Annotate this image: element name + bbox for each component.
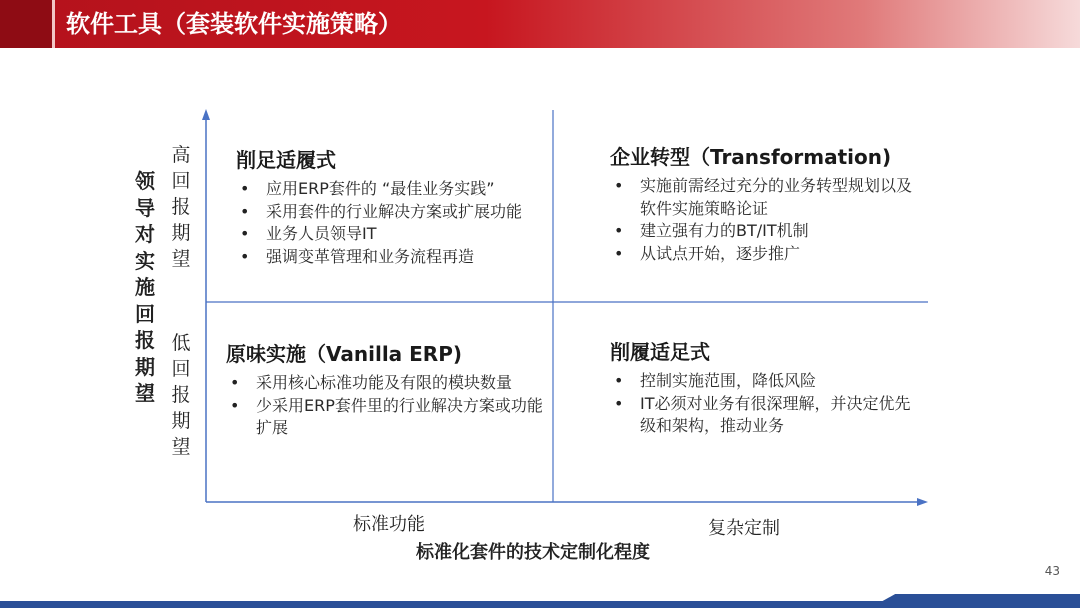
bullet-item: • 少采用ERP套件里的行业解决方案或功能扩展 bbox=[226, 395, 544, 440]
footer-bar bbox=[0, 601, 1080, 608]
quadrant-bottom-right bbox=[610, 338, 920, 438]
y-axis-title-char: 报 bbox=[135, 328, 155, 352]
bullet-item: • IT必须对业务有很深理解，并决定优先级和架构，推动业务 bbox=[610, 393, 920, 438]
quadrant-top-left bbox=[236, 146, 548, 268]
bullet-item: • 业务人员领导IT bbox=[236, 223, 548, 246]
slide-title: 软件工具（套装软件实施策略） bbox=[66, 10, 402, 38]
y-axis-high-char: 望 bbox=[171, 248, 191, 270]
y-axis-low-char: 报 bbox=[171, 384, 191, 406]
bullet-item: • 强调变革管理和业务流程再造 bbox=[236, 246, 548, 269]
bullet-item: • 采用核心标准功能及有限的模块数量 bbox=[226, 372, 544, 395]
quadrant-bullet-list bbox=[610, 370, 920, 438]
y-axis-title-char: 实 bbox=[135, 248, 155, 273]
x-axis-left-label: 标准功能 bbox=[353, 514, 425, 535]
x-axis-title: 标准化套件的技术定制化程度 bbox=[416, 542, 650, 563]
y-axis-high-char: 期 bbox=[171, 222, 191, 244]
y-axis-high-char: 报 bbox=[171, 196, 191, 218]
bullet-item: • 控制实施范围，降低风险 bbox=[610, 370, 920, 393]
y-axis-title-char: 回 bbox=[135, 301, 155, 326]
y-axis-low-char: 望 bbox=[171, 436, 191, 458]
bullet-item: • 应用ERP套件的 “最佳业务实践” bbox=[236, 178, 548, 201]
y-axis-title-char: 望 bbox=[135, 381, 155, 405]
y-axis-low-char: 回 bbox=[171, 358, 191, 380]
bullet-item: • 采用套件的行业解决方案或扩展功能 bbox=[236, 201, 548, 224]
y-axis-title-char: 期 bbox=[135, 354, 155, 379]
page-number: 43 bbox=[1044, 564, 1060, 578]
x-axis-arrow bbox=[917, 498, 928, 506]
y-axis-title-char: 对 bbox=[135, 222, 155, 246]
quadrant-top-right bbox=[610, 143, 920, 265]
y-axis-title-char: 领 bbox=[135, 169, 155, 193]
quadrant-bullet-list bbox=[236, 178, 548, 268]
quadrant-title: 削履适足式 bbox=[610, 340, 710, 364]
quadrant-title: 削足适履式 bbox=[236, 148, 336, 172]
y-axis-high-char: 回 bbox=[171, 170, 191, 192]
quadrant-bullet-list bbox=[610, 175, 920, 265]
bullet-item: • 从试点开始，逐步推广 bbox=[610, 243, 920, 266]
y-axis-high-char: 高 bbox=[171, 144, 191, 166]
y-axis-arrow bbox=[202, 109, 210, 120]
quadrant-title: 原味实施（Vanilla ERP) bbox=[226, 342, 463, 366]
y-axis-low-char: 期 bbox=[171, 410, 191, 432]
x-axis-right-label: 复杂定制 bbox=[708, 518, 780, 539]
y-axis-title bbox=[132, 168, 158, 407]
y-axis-low-label bbox=[169, 330, 193, 460]
y-axis-title-char: 导 bbox=[135, 195, 155, 220]
bullet-item: • 实施前需经过充分的业务转型规划以及软件实施策略论证 bbox=[610, 175, 920, 220]
y-axis-title-char: 施 bbox=[135, 275, 155, 299]
quadrant-title: 企业转型（Transformation) bbox=[610, 145, 892, 169]
quadrant-bottom-left bbox=[226, 340, 544, 440]
bullet-item: • 建立强有力的BT/IT机制 bbox=[610, 220, 920, 243]
quadrant-bullet-list bbox=[226, 372, 544, 440]
y-axis-low-char: 低 bbox=[171, 332, 191, 354]
y-axis-high-label bbox=[169, 142, 193, 272]
